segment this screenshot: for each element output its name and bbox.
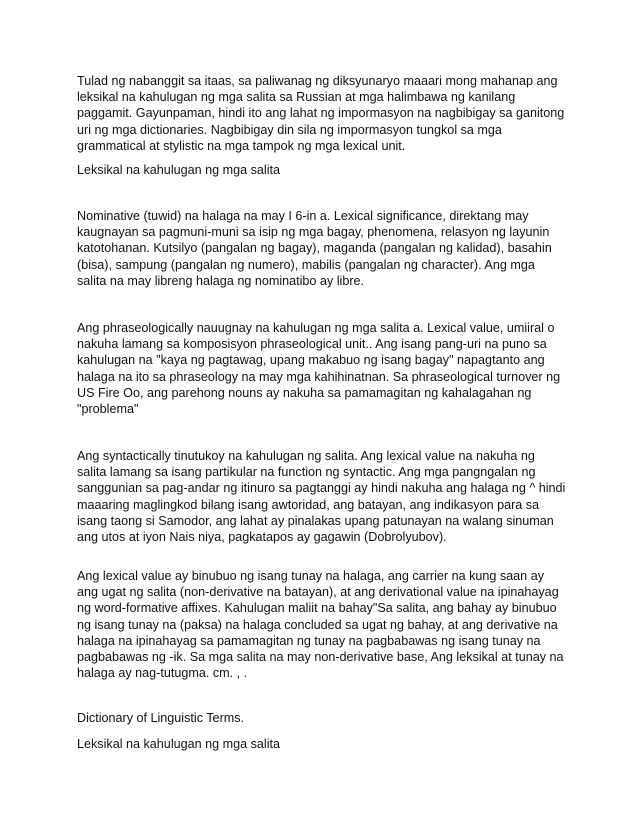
text-line: kahulugan na "kaya ng pagtawag, upang makabuo ng isang bagay" napagtanto ang: [77, 353, 545, 368]
closing-heading: [77, 736, 577, 752]
text-line: katotohanan. Kutsilyo (pangalan ng bagay), maganda (pangalan ng kalidad), basahin: [77, 241, 552, 256]
text-line: grammatical at stylistic na mga tampok ng mga lexical unit.: [77, 138, 406, 153]
text-line: halaga na ipinahayag sa pamamagitan ng tunay na pagbabawas ng isang tunay na: [77, 633, 541, 648]
text-line: ng word-formative affixes. Kahulugan maliit na bahay"Sa salita, ang bahay ay binubuo: [77, 601, 557, 616]
text-line: nakuha lamang sa komposisyon phraseological unit.. Ang isang pang-uri na puno sa: [77, 337, 547, 352]
text-line: "problema": [77, 402, 139, 417]
heading-text: Leksikal na kahulugan ng mga salita: [77, 737, 281, 751]
paragraph-nominative: [77, 208, 577, 289]
text-line: sanggunian sa pag-andar ng itinuro sa pagtanggi ay hindi nakuha ang halaga ng ^ hindi: [77, 481, 566, 496]
text-line: US Fire Oo, ang parehong nouns ay nakuha sa pamamagitan ng kahalagahan ng: [77, 385, 532, 400]
text-line: Tulad ng nabanggit sa itaas, sa paliwanag ng diksyunaryo maaari mong mahanap ang: [77, 74, 558, 88]
text-line: ang ugat ng salita (non-derivative na batayan), at ang derivational value na ipinahayag: [77, 585, 559, 600]
paragraph-phraseological: [77, 320, 577, 417]
text-line: ng isang tunay na (paksa) na halaga concluded sa ugat ng bahay, at ang derivative na: [77, 617, 558, 632]
text-line: pagbabawas ng -ik. Sa mga salita na may non-derivative base, Ang leksikal at tunay na: [77, 650, 564, 665]
text-line: (bisa), sampung (pangalan ng numero), mabilis (pangalan ng character). Ang mga: [77, 257, 535, 272]
text-line: halaga ay nag-tutugma. cm. , .: [77, 666, 248, 681]
reference-text: Dictionary of Linguistic Terms.: [77, 711, 245, 725]
text-line: Ang phraseologically nauugnay na kahulugan ng mga salita a. Lexical value, umiiral o: [77, 321, 555, 335]
text-line: salita lamang sa isang partikular na function ng syntactic. Ang mga pangngalan ng: [77, 465, 536, 480]
text-line: paggamit. Gayunpaman, hindi ito ang lahat ng impormasyon na nagbibigay sa ganitong: [77, 106, 565, 121]
paragraph-syntactic: [77, 448, 577, 545]
text-line: Ang lexical value ay binubuo ng isang tunay na halaga, ang carrier na kung saan ay: [77, 569, 544, 583]
text-line: isang taong si Samodor, ang lahat ay pinalakas upang patunayan na walang sinuman: [77, 513, 554, 528]
text-line: maaaring maglingkod bilang isang awtoridad, ang batayan, ang indikasyon para sa: [77, 497, 540, 512]
section-heading: [77, 162, 577, 178]
heading-text: Leksikal na kahulugan ng mga salita: [77, 163, 281, 177]
text-line: uri ng mga dictionaries. Nagbibigay din sila ng impormasyon tungkol sa mga: [77, 122, 502, 137]
text-line: halaga na ito sa phraseology na may mga kahihinatnan. Sa phraseological turnover ng: [77, 369, 561, 384]
text-line: Ang syntactically tinutukoy na kahulugan ng salita. Ang lexical value na nakuha ng: [77, 449, 535, 463]
text-line: Nominative (tuwid) na halaga na may I 6-in a. Lexical significance, direktang may: [77, 209, 529, 223]
paragraph-intro: [77, 73, 577, 154]
paragraph-lexical-value: [77, 568, 577, 681]
text-line: leksikal na kahulugan ng mga salita sa Russian at mga halimbawa ng kanilang: [77, 90, 516, 105]
text-line: kaugnayan sa pagmuni-muni sa isip ng mga bagay, phenomena, relasyon ng layunin: [77, 225, 550, 240]
text-line: ang utos at iyon Nais niya, pagkatapos ay gagawin (Dobrolyubov).: [77, 530, 447, 545]
dictionary-reference: [77, 710, 577, 726]
text-line: salita na may libreng halaga ng nominatibo ay libre.: [77, 273, 365, 288]
